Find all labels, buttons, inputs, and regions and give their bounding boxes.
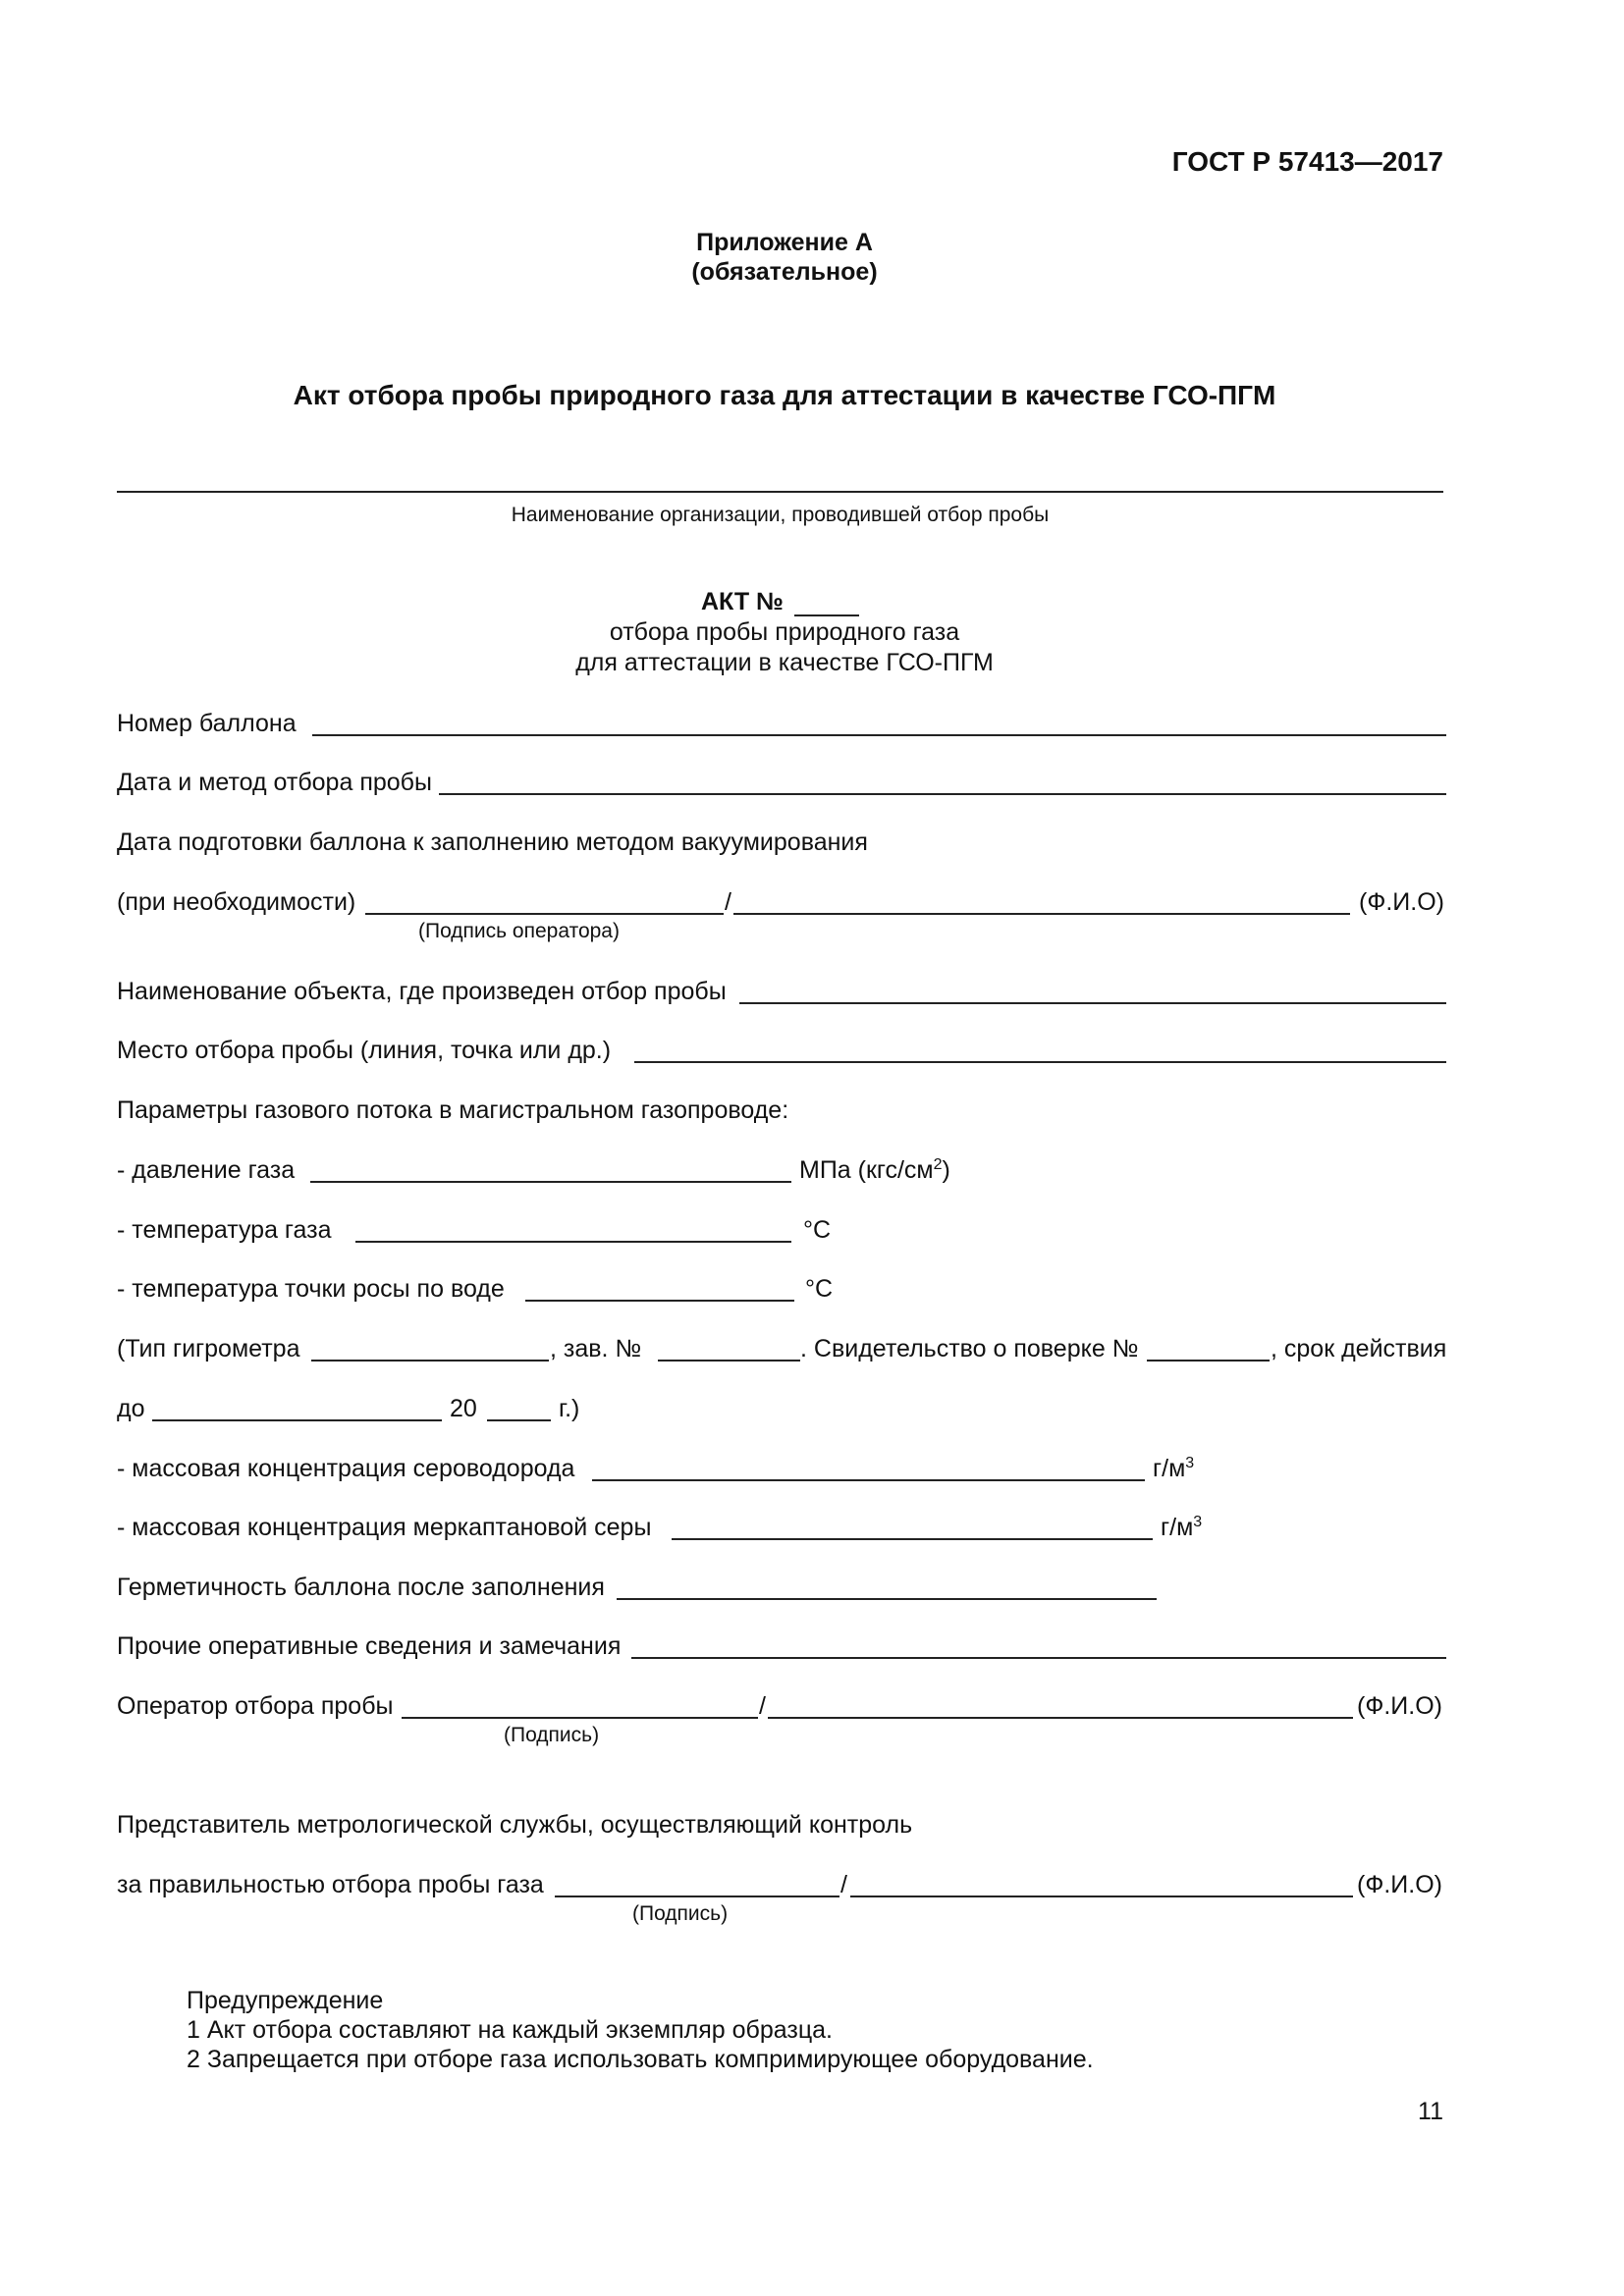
verification-cert-label: . Свидетельство о поверке № [800, 1335, 1139, 1362]
pressure-field[interactable] [310, 1181, 791, 1183]
cylinder-prep-date-label: Дата подготовки баллона к заполнению методом вакуумирования [117, 828, 868, 856]
page-number: 11 [1418, 2098, 1443, 2125]
validity-year-field[interactable] [487, 1419, 551, 1421]
metrology-signature-caption: (Подпись) [632, 1902, 729, 1925]
slash-separator: / [725, 888, 731, 916]
organization-name-line[interactable] [117, 491, 1443, 493]
organization-caption: Наименование организации, проводившей отбор пробы [511, 504, 1050, 526]
appendix-title: Приложение А [696, 229, 873, 256]
operator-slash: / [759, 1692, 766, 1720]
temperature-field[interactable] [355, 1241, 791, 1243]
operator-label: Оператор отбора пробы [117, 1692, 394, 1720]
metrology-fio-label: (Ф.И.О) [1357, 1871, 1442, 1898]
sampling-place-label: Место отбора пробы (линия, точка или др.) [117, 1037, 612, 1064]
pressure-label: - давление газа [117, 1156, 296, 1184]
metrology-signature-field[interactable] [555, 1896, 839, 1897]
tightness-label: Герметичность баллона после заполнения [117, 1574, 605, 1601]
metrology-slash: / [840, 1871, 847, 1898]
hygrometer-type-field[interactable] [311, 1360, 549, 1362]
h2s-label: - массовая концентрация сероводорода [117, 1455, 575, 1482]
operator-signature-field[interactable] [402, 1717, 758, 1719]
flow-params-heading: Параметры газового потока в магистральном газопроводе: [117, 1096, 789, 1124]
year-suffix: г.) [559, 1395, 580, 1422]
operator-fio-label: (Ф.И.О) [1357, 1692, 1442, 1720]
warning-item-2: 2 Запрещается при отборе газа использовать компримирующее оборудование. [187, 2046, 1094, 2073]
dewpoint-unit: °C [805, 1275, 834, 1303]
act-subtitle-line1: отбора пробы природного газа [609, 618, 960, 646]
mercaptan-field[interactable] [672, 1538, 1153, 1540]
pressure-unit: МПа $(кгс/см^2)$ [799, 1156, 950, 1184]
tightness-field[interactable] [617, 1598, 1157, 1600]
act-number-field[interactable] [794, 614, 859, 616]
other-info-field[interactable] [631, 1657, 1446, 1659]
operator-name-field[interactable] [768, 1717, 1353, 1719]
dewpoint-field[interactable] [525, 1300, 794, 1302]
document-id: ГОСТ Р 57413—2017 [1171, 146, 1443, 177]
h2s-unit: $г/м^3$ [1153, 1455, 1195, 1482]
year-prefix: 20 [450, 1395, 477, 1422]
h2s-field[interactable] [592, 1479, 1145, 1481]
fio-label: (Ф.И.О) [1359, 888, 1444, 916]
mercaptan-unit: $г/м^3$ [1161, 1514, 1203, 1541]
other-info-label: Прочие оперативные сведения и замечания [117, 1632, 622, 1660]
object-name-label: Наименование объекта, где произведен отбор пробы [117, 978, 727, 1005]
warning-item-1: 1 Акт отбора составляют на каждый экземпляр образца. [187, 2016, 833, 2044]
temperature-label: - температура газа [117, 1216, 332, 1244]
metrology-rep-line2: за правильностью отбора пробы газа [117, 1871, 544, 1898]
cylinder-number-label: Номер баллона [117, 710, 297, 737]
sampling-date-method-field[interactable] [439, 793, 1446, 795]
dewpoint-label: - температура точки росы по воде [117, 1275, 505, 1303]
metrology-name-field[interactable] [850, 1896, 1353, 1897]
metrology-rep-line1: Представитель метрологической службы, осуществляющий контроль [117, 1811, 913, 1839]
mercaptan-label: - массовая концентрация меркаптановой серы [117, 1514, 652, 1541]
until-label: до [117, 1395, 145, 1422]
serial-number-label: , зав. № [550, 1335, 642, 1362]
sampling-place-field[interactable] [634, 1061, 1446, 1063]
sampling-date-method-label: Дата и метод отбора пробы [117, 769, 432, 796]
verification-cert-field[interactable] [1147, 1360, 1270, 1362]
act-subtitle-line2: для аттестации в качестве ГСО-ПГМ [575, 649, 994, 676]
page-title: Акт отбора пробы природного газа для аттестации в качестве ГСО-ПГМ [293, 380, 1276, 410]
operator-prep-name-field[interactable] [733, 913, 1350, 915]
validity-label: , срок действия [1271, 1335, 1447, 1362]
act-number-label: АКТ № [701, 588, 785, 615]
appendix-status: (обязательное) [691, 258, 878, 286]
object-name-field[interactable] [739, 1002, 1446, 1004]
operator-signature-caption-2: (Подпись) [504, 1724, 600, 1746]
if-necessary-label: (при необходимости) [117, 888, 356, 916]
temperature-unit: °C [803, 1216, 832, 1244]
hygrometer-type-label: (Тип гигрометра [117, 1335, 300, 1362]
serial-number-field[interactable] [658, 1360, 800, 1362]
operator-signature-caption: (Подпись оператора) [418, 920, 620, 942]
validity-date-field[interactable] [152, 1419, 442, 1421]
warning-title: Предупреждение [187, 1987, 384, 2014]
operator-prep-signature-field[interactable] [365, 913, 724, 915]
cylinder-number-field[interactable] [312, 734, 1446, 736]
